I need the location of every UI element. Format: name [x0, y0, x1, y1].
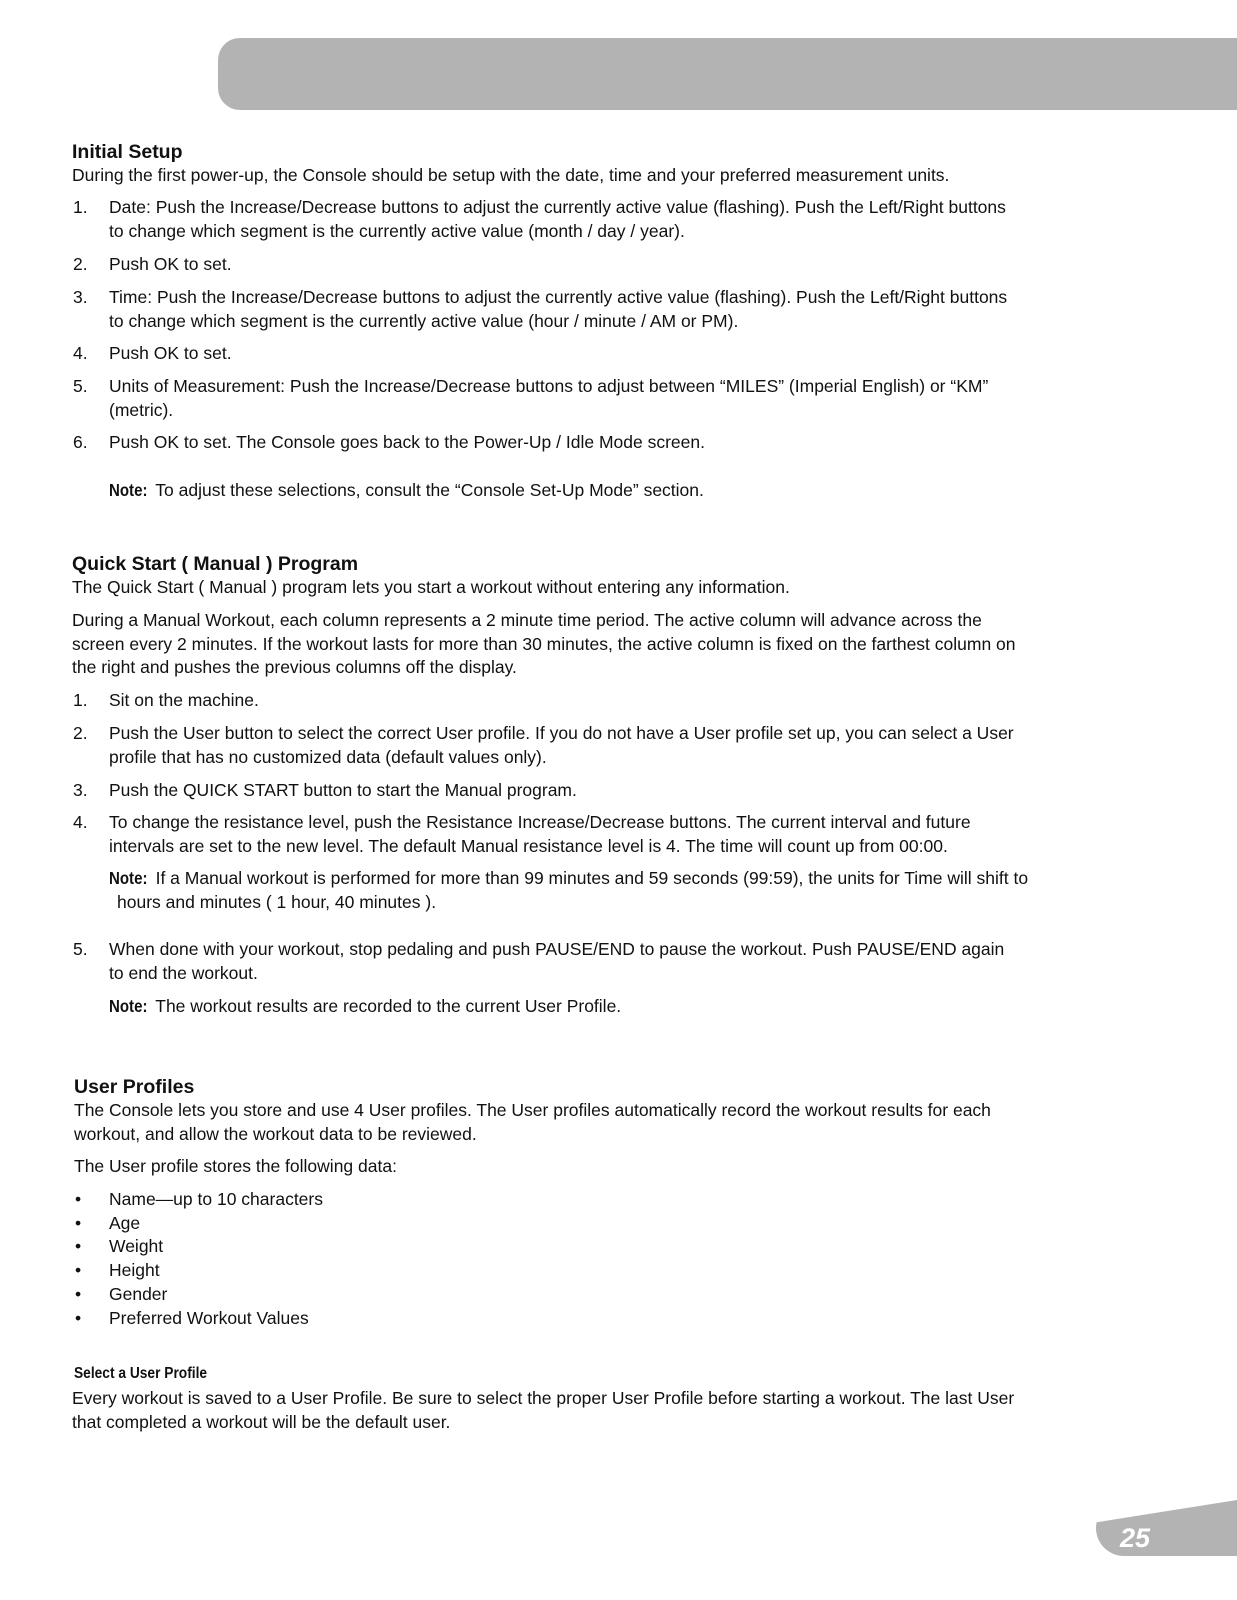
step-number: 3. — [73, 287, 88, 307]
note-line: hours and minutes ( 1 hour, 40 minutes ). — [117, 892, 437, 912]
note-line — [109, 867, 1028, 891]
step-text-line: Push the User button to select the correct User profile. If you do not have a User profile set up, you can select a User — [109, 723, 1014, 743]
note-label: Note: — [109, 480, 148, 500]
header-band — [218, 38, 1237, 110]
bullet-text: Height — [109, 1260, 160, 1280]
initial-setup-note — [109, 479, 704, 503]
bullet: • — [75, 1308, 82, 1328]
step-number: 4. — [73, 343, 88, 363]
bullet: • — [75, 1213, 82, 1233]
step-number: 3. — [73, 780, 88, 800]
page-number: 25 — [1120, 1523, 1151, 1553]
step-text-line: Push OK to set. — [109, 343, 232, 363]
step-number: 2. — [73, 254, 88, 274]
step-text-line: Push the QUICK START button to start the Manual program. — [109, 780, 577, 800]
step-text-line: to change which segment is the currently active value (hour / minute / AM or PM). — [109, 311, 739, 331]
step-text-line: Sit on the machine. — [109, 690, 259, 710]
bullet: • — [75, 1236, 82, 1256]
step-number: 1. — [73, 197, 88, 217]
note-label: Note: — [109, 868, 148, 888]
step-number: 5. — [73, 376, 88, 396]
step-text-line: Units of Measurement: Push the Increase/Decrease buttons to adjust between “MILES” (Imperial English) or “KM” — [109, 376, 989, 396]
user-profile-stores-text: The User profile stores the following data: — [74, 1156, 397, 1176]
bullet: • — [75, 1284, 82, 1304]
step-number: 4. — [73, 812, 88, 832]
step-text-line: (metric). — [109, 400, 174, 420]
step-text-line: profile that has no customized data (default values only). — [109, 747, 547, 767]
step-text-line: to end the workout. — [109, 963, 258, 983]
step-text-line: Push OK to set. The Console goes back to the Power-Up / Idle Mode screen. — [109, 432, 705, 452]
note-text: The workout results are recorded to the current User Profile. — [150, 996, 622, 1016]
bullet-text: Name—up to 10 characters — [109, 1189, 323, 1209]
step-number: 6. — [73, 432, 88, 452]
quick-start-note-results — [109, 995, 621, 1019]
bullet-text: Gender — [109, 1284, 168, 1304]
bullet: • — [75, 1260, 82, 1280]
paragraph-line: the right and pushes the previous columns off the display. — [72, 657, 517, 677]
paragraph-line: During a Manual Workout, each column represents a 2 minute time period. The active column will advance across the — [72, 610, 982, 630]
paragraph-line: workout, and allow the workout data to be reviewed. — [74, 1124, 477, 1144]
paragraph-line: Every workout is saved to a User Profile. Be sure to select the proper User Profile before starting a workout. The last User — [72, 1388, 1015, 1408]
step-text-line: Date: Push the Increase/Decrease buttons to adjust the currently active value (flashing). Push the Left/Right buttons — [109, 197, 1006, 217]
paragraph-line: screen every 2 minutes. If the workout lasts for more than 30 minutes, the active column is fixed on the farthest column on — [72, 634, 1016, 654]
initial-setup-intro: During the first power-up, the Console should be setup with the date, time and your preferred measurement units. — [72, 165, 950, 185]
paragraph-line: that completed a workout will be the default user. — [72, 1412, 451, 1432]
bullet-text: Preferred Workout Values — [109, 1308, 309, 1328]
step-number: 1. — [73, 690, 88, 710]
step-text-line: To change the resistance level, push the Resistance Increase/Decrease buttons. The current interval and future — [109, 812, 971, 832]
bullet-text: Weight — [109, 1236, 164, 1256]
step-text-line: to change which segment is the currently active value (month / day / year). — [109, 221, 685, 241]
bullet-text: Age — [109, 1213, 141, 1233]
step-text-line: Time: Push the Increase/Decrease buttons to adjust the currently active value (flashing). Push the Left/Right buttons — [109, 287, 1008, 307]
paragraph-line: The Console lets you store and use 4 User profiles. The User profiles automatically record the workout results for each — [74, 1100, 991, 1120]
quick-start-heading: Quick Start ( Manual ) Program — [72, 553, 359, 575]
initial-setup-heading: Initial Setup — [72, 141, 183, 163]
bullet: • — [75, 1189, 82, 1209]
step-text-line: When done with your workout, stop pedaling and push PAUSE/END to pause the workout. Push PAUSE/END again — [109, 939, 1005, 959]
user-profiles-heading: User Profiles — [74, 1076, 195, 1098]
step-text-line: intervals are set to the new level. The default Manual resistance level is 4. The time will count up from 00:00. — [109, 836, 948, 856]
step-number: 5. — [73, 939, 88, 959]
note-text: To adjust these selections, consult the “Console Set-Up Mode” section. — [150, 480, 704, 500]
note-text: If a Manual workout is performed for more than 99 minutes and 59 seconds (99:59), the units for Time will shift to — [150, 868, 1029, 888]
step-text-line: Push OK to set. — [109, 254, 232, 274]
quick-start-intro: The Quick Start ( Manual ) program lets you start a workout without entering any information. — [72, 577, 790, 597]
select-user-profile-subheading: Select a User Profile — [74, 1365, 208, 1382]
note-label: Note: — [109, 996, 148, 1016]
step-number: 2. — [73, 723, 88, 743]
